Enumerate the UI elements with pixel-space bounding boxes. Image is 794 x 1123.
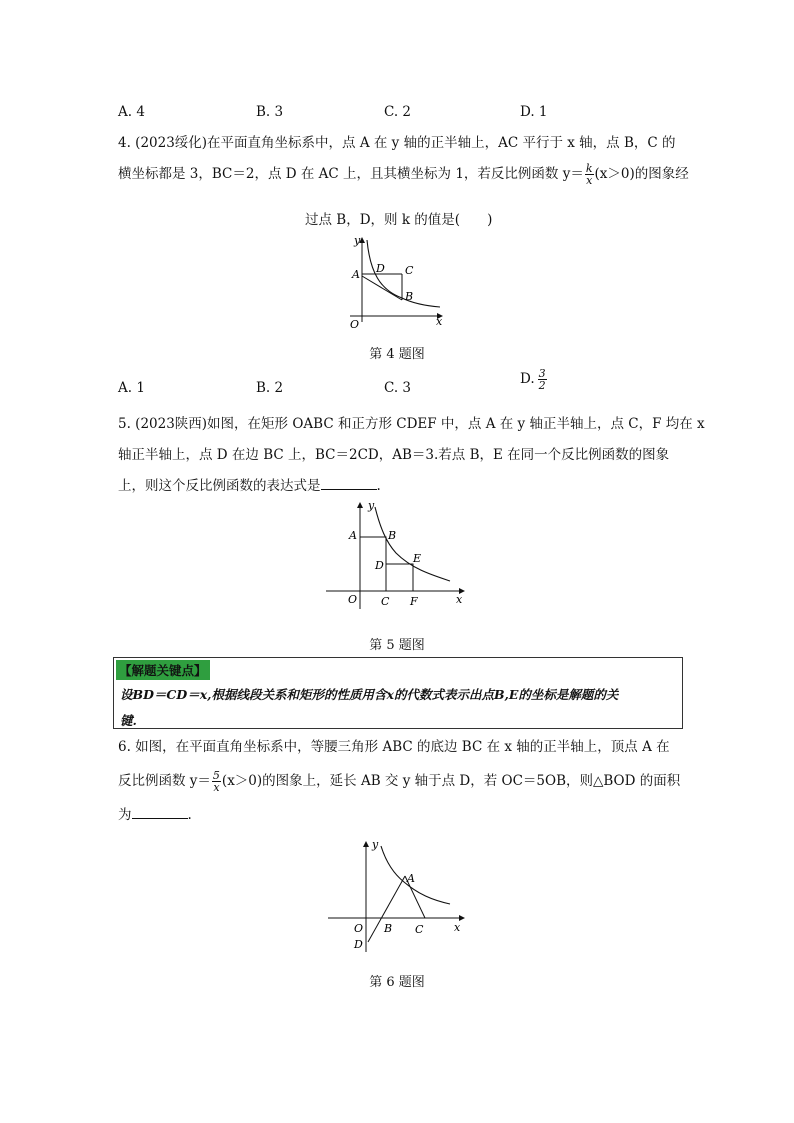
q4-label-c: C <box>405 264 414 277</box>
q6-line-2 <box>118 763 680 800</box>
q6-figure <box>324 838 472 954</box>
q4-line-ab <box>362 276 402 300</box>
q4-label-a: A <box>352 268 360 281</box>
q3-option-a: A. 4 <box>118 104 145 120</box>
q6-label-b: B <box>384 922 393 935</box>
q3-option-d: D. 1 <box>520 104 548 120</box>
q4-caption: 第 4 题图 <box>369 347 425 362</box>
q6-line-2-post: (x＞0)的图象上，延长 AB 交 y 轴于点 D，若 OC＝5OB，则△BOD 的面积 <box>221 773 681 789</box>
q4-stem <box>118 128 689 190</box>
q4-label-o: O <box>350 318 360 331</box>
q6-caption: 第 6 题图 <box>369 975 425 990</box>
q5-line-3-text: 上，则这个反比例函数的表达式是 <box>118 478 321 494</box>
q4-option-b: B. 2 <box>256 380 284 396</box>
q4-label-x: x <box>436 315 443 328</box>
q6-line-1: 6. 如图，在平面直角坐标系中，等腰三角形 ABC 的底边 BC 在 x 轴的正半轴上，顶点 A 在 <box>118 739 670 755</box>
q4-option-d <box>520 368 548 391</box>
q4-frac-num: k <box>585 162 593 175</box>
q6-frac-den: x <box>213 781 220 794</box>
q5-square-cdef <box>386 564 413 591</box>
key-point-title: 【解题关键点】 <box>116 660 210 680</box>
q5-answer-blank[interactable] <box>321 475 377 490</box>
q4-label-y: y <box>354 234 361 247</box>
key-point-text <box>120 682 680 734</box>
q4-option-d-label: D. <box>520 371 535 387</box>
q5-stem <box>118 409 705 502</box>
q6-line-3 <box>118 800 680 831</box>
q4-option-c: C. 3 <box>384 380 412 396</box>
q6-frac-num: 5 <box>212 769 220 782</box>
q4-options <box>118 367 678 400</box>
q4-line-2-pre: 横坐标都是 3，BC＝2，点 D 在 AC 上，且其横坐标为 1，若反比例函数 y＝ <box>118 166 584 182</box>
key-point-text-line-1: 设BD＝CD＝x,根据线段关系和矩形的性质用含x的代数式表示出点B,E的坐标是解题的关 <box>120 687 619 702</box>
q5-label-y: y <box>368 499 375 512</box>
q5-label-c: C <box>381 595 390 608</box>
q4-line-3: 过点 B，D，则 k 的值是( ) <box>305 212 493 228</box>
q6-label-d: D <box>354 938 363 951</box>
q5-label-e: E <box>413 552 422 565</box>
q6-fraction <box>212 770 221 793</box>
q6-label-a: A <box>407 872 415 885</box>
q3-option-c: C. 2 <box>384 104 412 120</box>
q5-label-b: B <box>388 529 397 542</box>
q5-line-3-end: . <box>376 478 381 494</box>
q5-line-1: 5. (2023陕西)如图，在矩形 OABC 和正方形 CDEF 中，点 A 在 y 轴正半轴上，点 C，F 均在 x <box>118 416 705 432</box>
q6-label-c: C <box>415 923 424 936</box>
q3-options <box>118 104 678 124</box>
q6-line-3-text: 为 <box>118 807 132 823</box>
q4-line-2-post: (x＞0)的图象经 <box>594 166 689 182</box>
q4-frac-den: x <box>586 174 593 187</box>
q3-option-b: B. 3 <box>256 104 284 120</box>
q5-label-f: F <box>410 595 418 608</box>
q5-figure <box>322 497 470 613</box>
q6-stem <box>118 732 680 831</box>
q5-caption: 第 5 题图 <box>369 638 425 653</box>
q4-label-d: D <box>376 262 385 275</box>
q4-option-d-den: 2 <box>538 379 546 392</box>
q4-label-b: B <box>405 290 414 303</box>
q6-label-o: O <box>354 922 364 935</box>
q5-label-d: D <box>375 559 384 572</box>
q5-label-x: x <box>456 593 463 606</box>
q4-figure <box>340 232 450 332</box>
q4-option-a: A. 1 <box>118 380 145 396</box>
q6-line-3-end: . <box>187 807 192 823</box>
q4-line-2 <box>118 159 689 190</box>
q4-line-1: 4. (2023绥化)在平面直角坐标系中，点 A 在 y 轴的正半轴上，AC 平行于 x 轴，点 B，C 的 <box>118 135 676 151</box>
key-point-text-line-2: 键. <box>120 713 137 728</box>
q6-answer-blank[interactable] <box>132 804 188 819</box>
q4-option-d-num: 3 <box>538 367 546 380</box>
q6-curve <box>381 846 450 904</box>
q6-label-y: y <box>372 838 379 851</box>
q4-fraction <box>585 163 594 186</box>
q5-label-o: O <box>348 593 358 606</box>
q6-label-x: x <box>454 921 461 934</box>
q5-line-2: 轴正半轴上，点 D 在边 BC 上，BC＝2CD，AB＝3.若点 B，E 在同一个反比例函数的图象 <box>118 447 670 463</box>
q4-option-d-fraction <box>538 368 547 391</box>
q5-label-a: A <box>349 529 357 542</box>
q6-line-2-pre: 反比例函数 y＝ <box>118 773 211 789</box>
